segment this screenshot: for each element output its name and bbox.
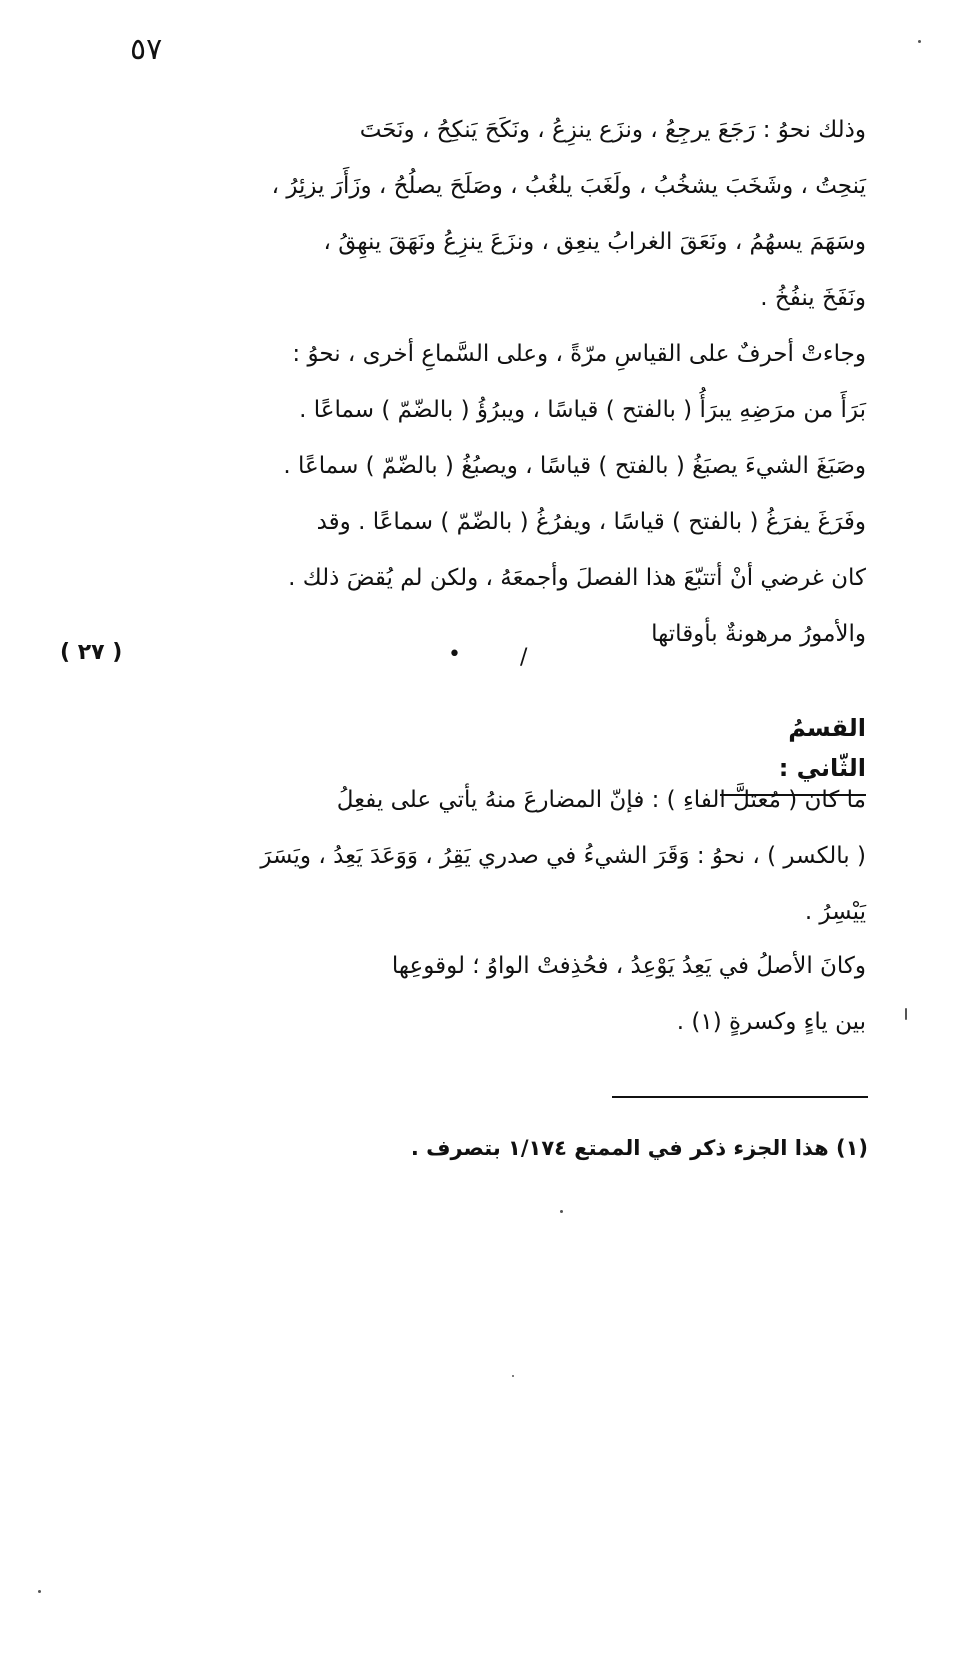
scan-speck [560,1210,563,1213]
text-line: كان غرضي أنْ أتتبّعَ هذا الفصلَ وأجمعَهُ ، ولكن لم يُقضَ ذلك . [288,565,866,591]
text-line: يَيْسِرُ . [804,899,866,925]
scan-speck [905,1008,907,1020]
text-line: وسَهَمَ يسهُمُ ، ونَعَقَ الغرابُ ينعِق ، ونزَعَ ينزِعُ ونَهَقَ ينهِقُ ، [323,229,866,255]
paragraph-3 [176,772,866,940]
text-line: وذلك نحوُ : رَجَعَ يرجِعُ ، ونزَع ينزِعُ ، ونَكَحَ يَنكِحُ ، ونَحَتَ [359,117,866,143]
paragraph-1 [176,102,866,326]
scan-speck [512,1375,514,1377]
text-line: ( بالكسر ) ، نحوُ : وَقَرَ الشيءُ في صدري يَقِرُ ، وَوَعَدَ يَعِدُ ، ويَسَرَ [260,843,866,869]
margin-reference-number: ( ٢٧ ) [60,640,123,665]
text-line: يَنحِتُ ، وشَخَبَ يشخُبُ ، ولَغَبَ يلغُبُ ، وصَلَحَ يصلُحُ ، وزَأَرَ يزئِرُ ، [271,173,866,199]
paragraph-2 [176,326,866,662]
text-line: والأمورُ مرهونةٌ بأوقاتها [651,621,866,647]
text-line: بَرَأَ من مرَضِهِ يبرَأُ ( بالفتح ) قياسًا ، ويبرُؤُ ( بالضّمّ ) سماعًا . [299,397,866,423]
page-number: ٥٧ [130,32,163,67]
footnote-separator [612,1096,868,1098]
footnote: (١) هذا الجزء ذكر في الممتع ١/١٧٤ بتصرف . [410,1136,868,1160]
text-line: وفَرَغَ يفرَغُ ( بالفتح ) قياسًا ، ويفرُغُ ( بالضّمّ ) سماعًا . وقد [316,509,866,535]
scan-speck [38,1590,41,1593]
text-line: ما كان ( مُعتلَّ الفاءِ ) : فإنّ المضارعَ منهُ يأتي على يفعِلُ [336,787,866,813]
text-line: وكانَ الأصلُ في يَعِدُ يَوْعِدُ ، فحُذِفتْ الواوُ ؛ لوقوعِها [391,953,866,979]
text-line: وجاءتْ أحرفٌ على القياسِ مرّةً ، وعلى السَّماعِ أخرى ، نحوُ : [292,341,866,367]
section-heading: القسمُ الثّاني : [720,708,866,796]
scan-speck [918,40,921,43]
text-line: ونَفَخَ ينفُخُ . [760,285,866,311]
text-line: بين ياءٍ وكسرةٍ (١) . [676,1009,866,1035]
text-line: وصَبَغَ الشيءَ يصبَغُ ( بالفتح ) قياسًا ، ويصبُغُ ( بالضّمّ ) سماعًا . [283,453,866,479]
slash-mark: / [520,645,528,670]
paragraph-4 [176,938,866,1050]
dot-mark: • [448,642,461,667]
